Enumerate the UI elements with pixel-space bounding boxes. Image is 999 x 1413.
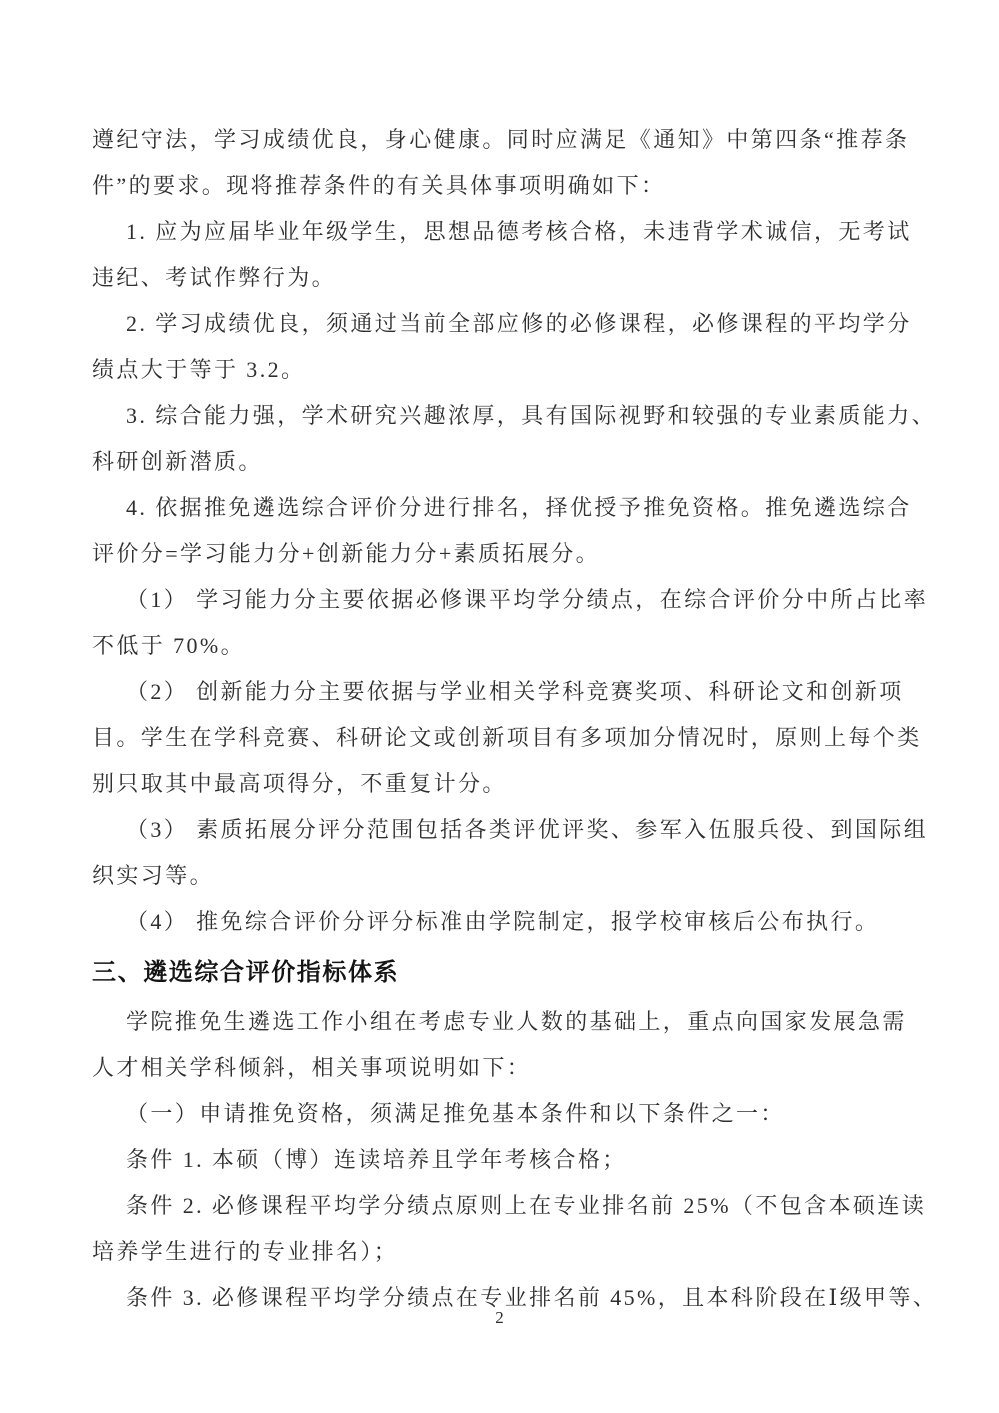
text-line: 1. 应为应届毕业年级学生，思想品德考核合格，未违背学术诚信，无考试 <box>126 219 912 244</box>
text-line: 人才相关学科倾斜，相关事项说明如下： <box>92 1055 532 1080</box>
text-line: （4） 推免综合评价分评分标准由学院制定，报学校审核后公布执行。 <box>126 909 880 934</box>
document-text-block <box>92 117 938 1321</box>
text-line: （1） 学习能力分主要依据必修课平均学分绩点，在综合评价分中所占比率 <box>126 587 929 612</box>
text-line: 学院推免生遴选工作小组在考虑专业人数的基础上，重点向国家发展急需 <box>126 1009 907 1034</box>
section-heading: 三、遴选综合评价指标体系 <box>92 959 400 986</box>
text-line: 织实习等。 <box>92 863 215 888</box>
text-line: （一）申请推免资格，须满足推免基本条件和以下条件之一： <box>126 1101 785 1126</box>
text-line: 条件 3. 必修课程平均学分绩点在专业排名前 45%，且本科阶段在Ⅰ级甲等、 <box>126 1285 938 1310</box>
text-line: 绩点大于等于 3.2。 <box>92 357 306 382</box>
text-line: （2） 创新能力分主要依据与学业相关学科竞赛奖项、科研论文和创新项 <box>126 679 904 704</box>
text-line: 评价分=学习能力分+创新能力分+素质拓展分。 <box>92 541 601 566</box>
text-line: 科研创新潜质。 <box>92 449 263 474</box>
text-line: 违纪、考试作弊行为。 <box>92 265 337 290</box>
text-line: 3. 综合能力强，学术研究兴趣浓厚，具有国际视野和较强的专业素质能力、 <box>126 403 937 428</box>
text-line: 遵纪守法，学习成绩优良，身心健康。同时应满足《通知》中第四条“推荐条 <box>92 127 910 152</box>
text-line: 不低于 70%。 <box>92 633 246 658</box>
text-line: 2. 学习成绩优良，须通过当前全部应修的必修课程，必修课程的平均学分 <box>126 311 912 336</box>
text-line: 条件 2. 必修课程平均学分绩点原则上在专业排名前 25%（不包含本硕连读 <box>126 1193 927 1218</box>
text-line: 件”的要求。现将推荐条件的有关具体事项明确如下： <box>92 173 666 198</box>
text-line: 别只取其中最高项得分，不重复计分。 <box>92 771 507 796</box>
text-line: 培养学生进行的专业排名）； <box>92 1239 399 1264</box>
text-line: 目。学生在学科竞赛、科研论文或创新项目有多项加分情况时，原则上每个类 <box>92 725 922 750</box>
text-line: （3） 素质拓展分评分范围包括各类评优评奖、参军入伍服兵役、到国际组 <box>126 817 929 842</box>
text-line: 条件 1. 本硕（博）连读培养且学年考核合格； <box>126 1147 627 1172</box>
text-line: 4. 依据推免遴选综合评价分进行排名，择优授予推免资格。推免遴选综合 <box>126 495 912 520</box>
page-number: 2 <box>495 1308 504 1327</box>
